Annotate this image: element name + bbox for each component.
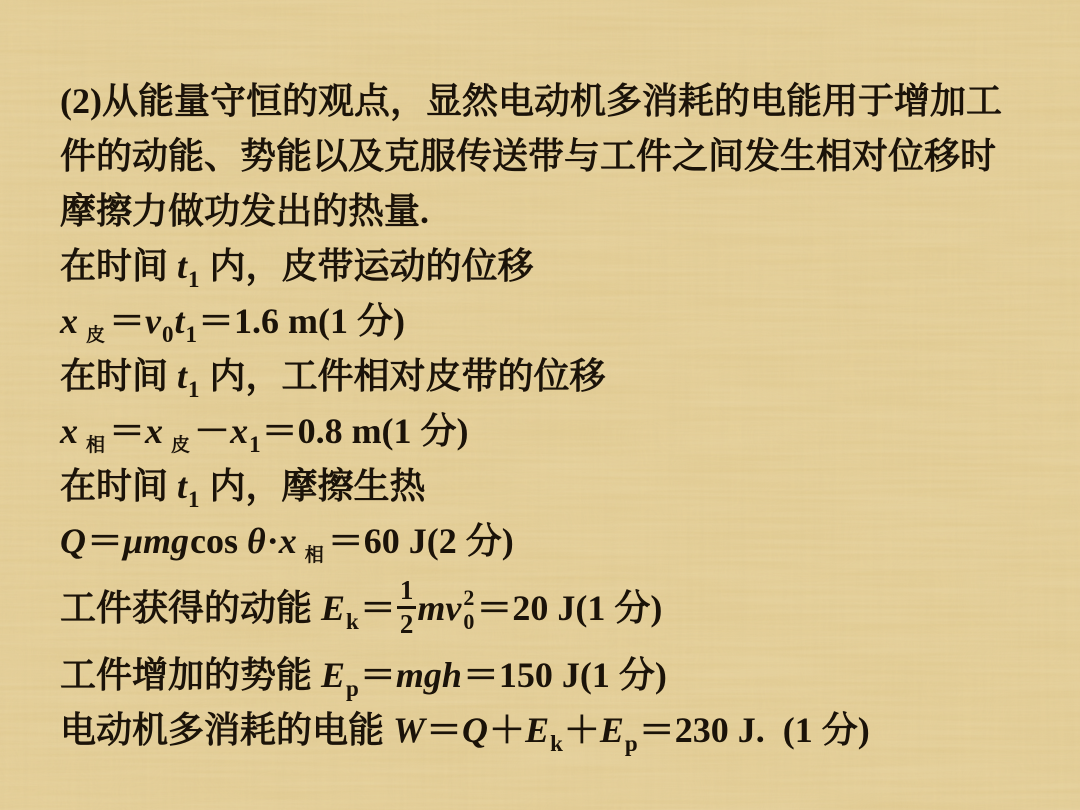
text-segment: 电动机多消耗的电能 [60,710,394,750]
text-segment: Q [462,710,489,750]
text-segment: · [266,521,279,561]
text-segment: ＝150 J(1 分) [462,655,667,695]
relative-displacement-equation [60,404,1050,459]
kinetic-energy-equation [60,569,1050,648]
text-segment: ＝230 J. (1 分) [638,710,870,750]
text-segment: p [624,731,638,756]
text-segment: k [346,609,359,634]
text-segment: 皮 [86,325,106,346]
text-segment: 摩擦力做功发出的热量. [60,191,430,231]
intro-line-1 [60,74,1050,129]
potential-energy-equation [60,648,1050,703]
text-segment: － [194,411,231,451]
text-segment: 1 [188,267,200,292]
text-segment: t [174,301,185,341]
electric-energy-equation [60,703,1050,758]
text-segment: ＝20 J(1 分) [476,588,663,628]
text-segment: 件的动能、势能以及克服传送带与工件之间发生相对位移时 [60,136,997,176]
text-segment: ＝ [359,588,396,628]
text-segment: 内，工件相对皮带的位移 [200,356,606,396]
text-segment: μmg [123,521,190,561]
text-segment: x [278,521,297,561]
text-segment: E [599,710,624,750]
text-segment: p [346,676,359,701]
solution-text [60,74,1050,758]
text-segment: ＝1.6 m(1 分) [198,301,405,341]
text-segment: (2)从能量守恒的观点，显然电动机多消耗的电能用于增加工 [60,81,1002,121]
text-segment: 内，皮带运动的位移 [200,246,534,286]
text-segment: E [525,710,550,750]
intro-line-3 [60,184,1050,239]
text-segment: k [550,731,563,756]
text-segment: t [177,356,188,396]
text-segment: 在时间 [60,356,178,396]
text-segment: 内，摩擦生热 [200,466,426,506]
text-segment: x [60,411,78,451]
text-segment: ＝ [359,655,396,695]
text-segment: ＝ [426,710,463,750]
text-segment: mv [417,588,462,628]
text-segment: t [177,466,188,506]
text-segment: W [393,710,426,750]
text-segment: v [145,301,162,341]
text-segment: ＝ [87,521,124,561]
text-segment: ＝0.8 m(1 分) [261,411,469,451]
text-segment: 在时间 [60,246,178,286]
text-segment: x [145,411,164,451]
text-segment: 工件增加的势能 [60,655,322,695]
text-segment: x [230,411,249,451]
text-segment: ＋ [563,710,600,750]
friction-heat-equation [60,514,1050,569]
text-segment: 相 [86,435,106,456]
text-segment: x [60,301,78,341]
text-segment: ＝60 J(2 分) [327,521,514,561]
text-segment: t [177,246,188,286]
text-segment: E [321,588,346,628]
text-segment: 1 [188,377,200,402]
text-segment: 工件获得的动能 [60,588,322,628]
text-segment: θ [247,521,266,561]
text-segment: cos [190,521,248,561]
text-segment: 0 [162,322,174,347]
belt-displacement-equation [60,294,1050,349]
text-segment: ＝ [109,411,146,451]
belt-displacement-label [60,239,1050,294]
text-segment: Q [60,521,86,561]
relative-displacement-label [60,349,1050,404]
friction-heat-label [60,459,1050,514]
superscript-subscript-stack: 2 0 [463,584,475,634]
text-segment: 相 [304,545,324,566]
text-segment: ＋ [489,710,526,750]
text-segment: 1 [185,322,198,347]
text-segment: 1 [188,487,200,512]
text-segment: ＝ [109,301,146,341]
text-segment: E [321,655,346,695]
text-segment: 在时间 [60,466,178,506]
fraction-one-half: $\frac{1}{2}$ [397,577,417,638]
text-segment: mgh [395,655,462,695]
text-segment: 皮 [171,435,191,456]
text-segment: 1 [249,432,261,457]
intro-line-2 [60,129,1050,184]
